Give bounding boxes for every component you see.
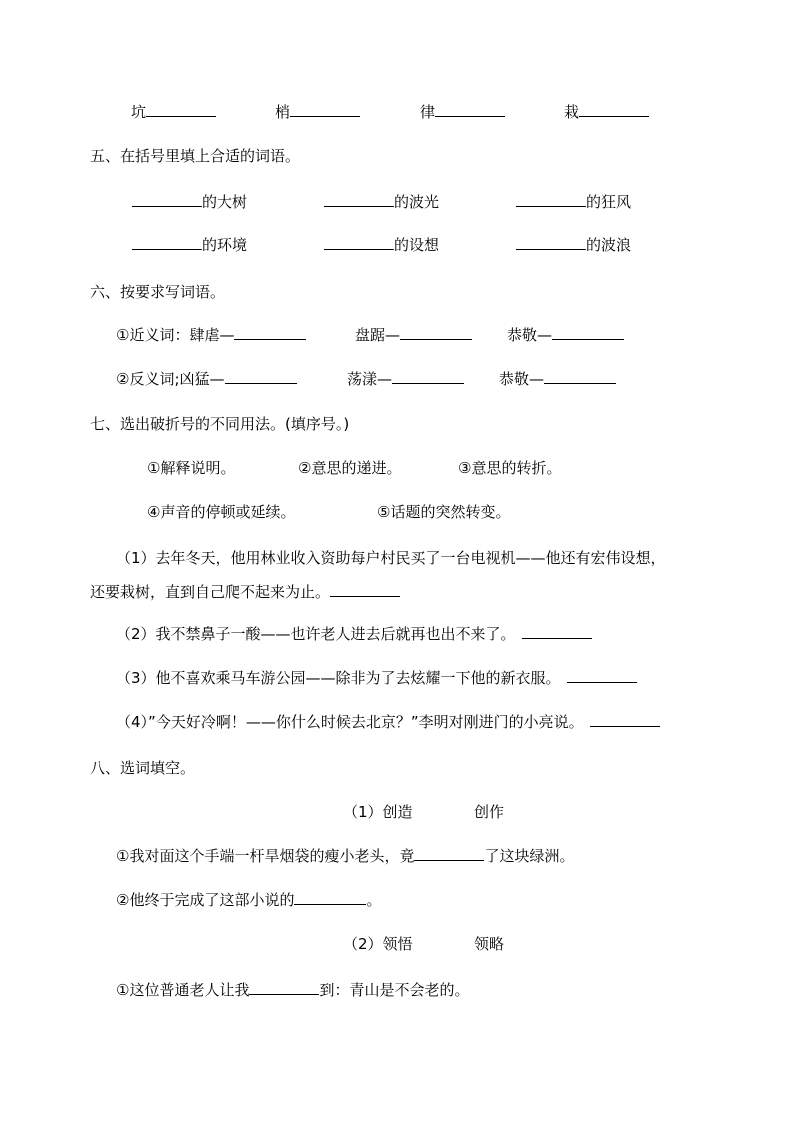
sentence-text: ①这位普通老人让我 bbox=[116, 981, 250, 999]
answer-blank[interactable] bbox=[132, 192, 202, 207]
answer-blank[interactable] bbox=[400, 325, 472, 340]
answer-blank[interactable] bbox=[590, 712, 660, 727]
answer-blank[interactable] bbox=[544, 369, 616, 384]
prompt-text: 盘踞— bbox=[355, 326, 401, 344]
answer-blank[interactable] bbox=[516, 192, 586, 207]
word-group-1-label: （1）创造 bbox=[343, 803, 413, 821]
char-item-2 bbox=[275, 102, 360, 122]
answer-blank[interactable] bbox=[324, 192, 394, 207]
question-text: 还要栽树，直到自己爬不起来为止。 bbox=[90, 583, 331, 601]
answer-blank[interactable] bbox=[324, 235, 394, 250]
fill-item bbox=[516, 235, 631, 255]
question-1-line-2 bbox=[90, 582, 400, 602]
antonym-item bbox=[347, 369, 464, 389]
synonym-item bbox=[355, 325, 472, 345]
answer-blank[interactable] bbox=[392, 369, 464, 384]
word-group-2-alt: 领略 bbox=[474, 935, 505, 953]
question-text: （3）他不喜欢乘马车游公园——除非为了去炫耀一下他的新衣服。 bbox=[116, 669, 561, 687]
word-group-2-label: （2）领悟 bbox=[343, 935, 413, 953]
answer-blank[interactable] bbox=[552, 325, 624, 340]
sentence-text: ①我对面这个手端一杆旱烟袋的瘦小老头，竟 bbox=[116, 847, 415, 865]
answer-blank[interactable] bbox=[132, 235, 202, 250]
synonym-item bbox=[116, 325, 306, 345]
prompt-text: 荡漾— bbox=[347, 370, 393, 388]
answer-blank[interactable] bbox=[290, 102, 360, 117]
group-1-sentence-2 bbox=[116, 890, 381, 910]
answer-blank[interactable] bbox=[330, 582, 400, 597]
answer-blank[interactable] bbox=[579, 102, 649, 117]
answer-blank[interactable] bbox=[234, 325, 306, 340]
sentence-text: ②他终于完成了这部小说的 bbox=[116, 891, 295, 909]
sentence-text: 。 bbox=[366, 891, 382, 909]
fill-suffix: 的设想 bbox=[394, 236, 440, 254]
prompt-text: 恭敬— bbox=[507, 326, 553, 344]
question-1-line-1: （1）去年冬天，他用林业收入资助每户村民买了一台电视机——他还有宏伟设想， bbox=[116, 549, 666, 567]
question-3 bbox=[116, 668, 637, 688]
char-item-1 bbox=[131, 102, 216, 122]
sentence-text: 到：青山是不会老的。 bbox=[319, 981, 470, 999]
option-2: ②意思的递进。 bbox=[298, 459, 402, 477]
char-label: 栽 bbox=[564, 103, 580, 121]
word-group-1-alt: 创作 bbox=[474, 803, 505, 821]
answer-blank[interactable] bbox=[435, 102, 505, 117]
answer-blank[interactable] bbox=[567, 668, 637, 683]
prompt-text: ①近义词：肆虐— bbox=[116, 326, 235, 344]
option-5: ⑤话题的突然转变。 bbox=[377, 503, 511, 521]
fill-item bbox=[132, 235, 247, 255]
fill-item bbox=[324, 235, 439, 255]
fill-suffix: 的大树 bbox=[202, 193, 248, 211]
fill-suffix: 的波光 bbox=[394, 193, 440, 211]
section-5-heading: 五、在括号里填上合适的词语。 bbox=[90, 147, 301, 165]
option-4: ④声音的停顿或延续。 bbox=[147, 503, 296, 521]
question-4 bbox=[116, 712, 660, 732]
prompt-text: 恭敬— bbox=[499, 370, 545, 388]
char-label: 律 bbox=[420, 103, 436, 121]
question-2 bbox=[116, 624, 592, 644]
option-1: ①解释说明。 bbox=[147, 459, 236, 477]
answer-blank[interactable] bbox=[146, 102, 216, 117]
section-8-heading: 八、选词填空。 bbox=[90, 759, 196, 777]
sentence-text: 了这块绿洲。 bbox=[484, 847, 575, 865]
section-7-heading: 七、选出破折号的不同用法。(填序号。) bbox=[90, 415, 350, 433]
answer-blank[interactable] bbox=[249, 980, 319, 995]
question-text: （2）我不禁鼻子一酸——也许老人进去后就再也出不来了。 bbox=[116, 625, 516, 643]
fill-item bbox=[516, 192, 631, 212]
antonym-item bbox=[116, 369, 297, 389]
group-1-sentence-1 bbox=[116, 846, 574, 866]
section-6-heading: 六、按要求写词语。 bbox=[90, 283, 226, 301]
group-2-sentence-1 bbox=[116, 980, 469, 1000]
answer-blank[interactable] bbox=[225, 369, 297, 384]
answer-blank[interactable] bbox=[522, 624, 592, 639]
answer-blank[interactable] bbox=[516, 235, 586, 250]
char-label: 梢 bbox=[275, 103, 291, 121]
char-item-3 bbox=[420, 102, 505, 122]
fill-suffix: 的狂风 bbox=[586, 193, 632, 211]
option-3: ③意思的转折。 bbox=[458, 459, 562, 477]
answer-blank[interactable] bbox=[294, 890, 366, 905]
fill-item bbox=[132, 192, 247, 212]
antonym-item bbox=[499, 369, 616, 389]
fill-suffix: 的环境 bbox=[202, 236, 248, 254]
fill-item bbox=[324, 192, 439, 212]
question-text: （4）”今天好冷啊！——你什么时候去北京？”李明对刚进门的小亮说。 bbox=[116, 713, 584, 731]
answer-blank[interactable] bbox=[414, 846, 484, 861]
char-item-4 bbox=[564, 102, 649, 122]
char-label: 坑 bbox=[131, 103, 147, 121]
prompt-text: ②反义词;凶猛— bbox=[116, 370, 225, 388]
synonym-item bbox=[507, 325, 624, 345]
fill-suffix: 的波浪 bbox=[586, 236, 632, 254]
